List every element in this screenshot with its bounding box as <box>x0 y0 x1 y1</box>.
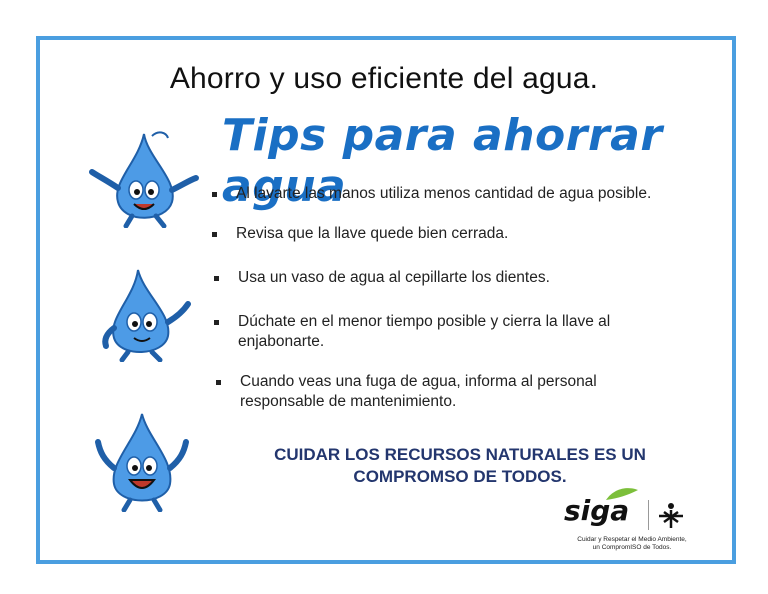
tip-item <box>236 184 706 204</box>
callout-line: COMPROMSO DE TODOS. <box>353 467 567 486</box>
water-drop-mascot-waving-icon <box>88 128 200 228</box>
bullet-icon <box>216 380 221 385</box>
siga-brand: siga <box>564 494 630 527</box>
bullet-icon <box>212 192 217 197</box>
tip-item <box>240 372 680 412</box>
tagline-line: Cuidar y Respetar el Medio Ambiente, <box>577 536 687 543</box>
bullet-icon <box>214 320 219 325</box>
tagline-line: un CompromISO de Todos. <box>592 544 672 551</box>
tip-text: Usa un vaso de agua al cepillarte los dientes. <box>238 269 550 286</box>
bullet-icon <box>214 276 219 281</box>
bullet-icon <box>212 232 217 237</box>
tip-item <box>236 224 656 244</box>
tip-text: Al lavarte las manos utiliza menos cantidad de agua posible. <box>236 185 652 202</box>
water-drop-mascot-greeting-icon <box>96 266 192 362</box>
tip-text: Dúchate en el menor tiempo posible y cierra la llave al enjabonarte. <box>238 313 611 350</box>
tip-item <box>238 268 658 288</box>
page-title: Ahorro y uso eficiente del agua. <box>169 62 599 95</box>
tips-heading: Tips para ahorrar agua <box>222 110 663 212</box>
water-drop-mascot-cheering-icon <box>94 408 190 512</box>
tip-item <box>238 312 688 352</box>
sena-logo-icon <box>656 500 686 530</box>
logo-divider <box>648 500 649 530</box>
callout-message <box>230 444 690 488</box>
siga-logo <box>520 486 730 558</box>
callout-line: CUIDAR LOS RECURSOS NATURALES ES UN <box>274 445 646 464</box>
tip-text: Revisa que la llave quede bien cerrada. <box>236 225 509 242</box>
logo-tagline <box>542 536 722 552</box>
tip-text: Cuando veas una fuga de agua, informa al personal responsable de mantenimiento. <box>240 373 597 410</box>
